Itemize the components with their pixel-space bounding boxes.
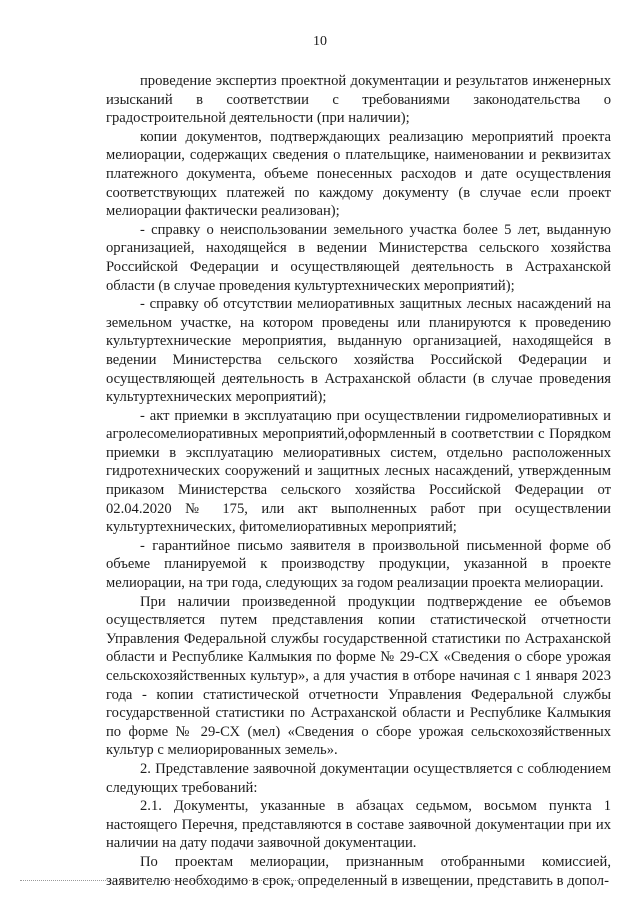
scan-footer-line-short [240, 880, 300, 881]
paragraph-expertise: проведение экспертиз проектной документации и результатов инженерных изысканий в соответствии с требованиями законодательства о градостроительной деятельности (при наличии); [106, 73, 611, 127]
paragraph-requirement-2-1: 2.1. Документы, указанные в абзацах седьмом, восьмом пункта 1 настоящего Перечня, представляются в составе заявочной документации при их наличии на дату подачи заявочной документации. [106, 798, 611, 852]
document-body [106, 72, 611, 890]
paragraph-acceptance-act: - акт приемки в эксплуатацию при осуществлении гидромелиоративных и агролесомелиоративных мероприятий,оформленный в соответствии с Порядком приемки в эксплуатацию мелиоративных систем, отдельно расположенных гидротехнических сооружений и защитных лесных насаждений, утвержденным приказом Министерства сельского хозяйства Российской Федерации от 02.04.2020 № 175, или акт выполненных работ при осуществлении культуртехнических, фитомелиоративных мероприятий; [106, 407, 611, 536]
page-number: 10 [313, 34, 327, 49]
paragraph-requirements-intro: 2. Представление заявочной документации осуществляется с соблюдением следующих требований: [106, 760, 611, 796]
scan-footer-line [20, 880, 230, 881]
paragraph-payment-docs: копии документов, подтверждающих реализацию мероприятий проекта мелиорации, содержащих сведения о плательщике, наименовании и реквизитах платежного документа, объеме понесенных расходов и дате осуществления соответствующих платежей по каждому документу (в случае если проект мелиорации фактически реализован); [106, 128, 611, 220]
paragraph-guarantee-letter: - гарантийное письмо заявителя в произвольной письменной форме об объеме планируемой к производству продукции, указанной в проекте мелиорации, на три года, следующих за годом реализации проекта мелиорации. [106, 537, 611, 592]
paragraph-production-volume: При наличии произведенной продукции подтверждение ее объемов осуществляется путем представления копии статистической отчетности Управления Федеральной службы государственной статистики по Астраханской области и Республике Калмыкия по форме № 29-СХ «Сведения о сборе урожая сельскохозяйственных культур», а для участия в отборе начиная с 1 января 2023 года - копии статистической отчетности Управления Федеральной службы государственной статистики по Астраханской области и Республике Калмыкия по форме № 29-СХ (мел) «Сведения о сборе урожая сельскохозяйственных культур с мелиорированных земель». [106, 593, 611, 759]
paragraph-land-unused-certificate: - справку о неиспользовании земельного участка более 5 лет, выданную организацией, находящейся в ведении Министерства сельского хозяйства Российской Федерации и осуществляющей деятельность в Астраханской области (в случае проведения культуртехнических мероприятий); [106, 221, 611, 294]
paragraph-forest-absence-certificate: - справку об отсутствии мелиоративных защитных лесных насаждений на земельном участке, на котором проведены или планируются к проведению культуртехнические мероприятия, выданную организацией, находящейся в ведении Министерства сельского хозяйства Российской Федерации и осуществляющей деятельность в Астраханской области (в случае проведения культуртехнических мероприятий); [106, 296, 611, 406]
paragraph-selected-projects: По проектам мелиорации, признанным отобранными комиссией, заявителю необходимо в срок, определенный в извещении, представить в допол- [106, 853, 611, 889]
